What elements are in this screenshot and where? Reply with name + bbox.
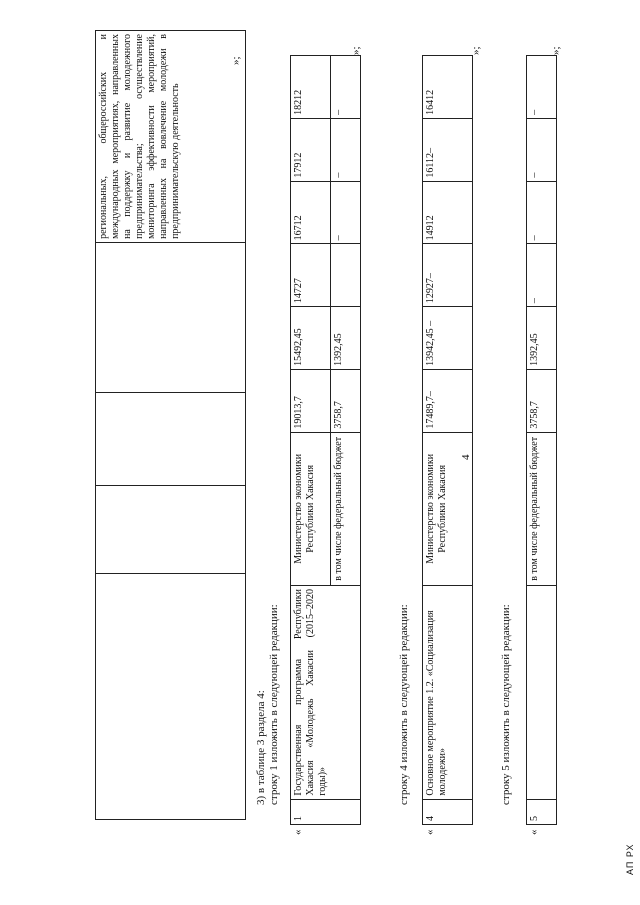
row1-value-2017: 14727	[291, 244, 331, 307]
footer-mark: АП РХ	[625, 843, 635, 875]
row1-name: Государственная программа Республики Хакасия «Молодежь Хакасии (2015–2020 годы)»	[291, 585, 361, 799]
row1-end-mark: »;	[350, 46, 362, 55]
row5-value-2017: –	[527, 244, 557, 307]
page-number: 4	[460, 454, 472, 460]
row1-value-2015: 19013,7	[291, 369, 331, 432]
row1-sub-2017	[331, 244, 361, 307]
row1-sub-label: в том числе федеральный бюджет	[331, 432, 361, 585]
row4-value-2015: 17489,7–	[423, 369, 473, 432]
row1-sub-2018: –	[331, 181, 361, 244]
row5-num: 5	[527, 799, 557, 824]
row5-table	[526, 55, 557, 825]
row4-value-2018: 14912	[423, 181, 473, 244]
row1-resp: Министерство экономики Республики Хакасия	[291, 432, 331, 585]
row1-value-2018: 16712	[291, 181, 331, 244]
row4-name: Основное мероприятие 1.2. «Социализация молодежи»	[423, 585, 473, 799]
top-table-cell-empty-2	[96, 486, 246, 574]
row5-value-2018: –	[527, 181, 557, 244]
row5-instruction: строку 5 изложить в следующей редакции:	[500, 604, 512, 805]
top-table-end-mark: »;	[230, 56, 242, 65]
row4-value-2017: 12927–	[423, 244, 473, 307]
row5-value-2020: –	[527, 56, 557, 119]
section-heading: 3) в таблице 3 раздела 4:	[255, 690, 267, 805]
row1-value-2020: 18212	[291, 56, 331, 119]
row1-instruction: строку 1 изложить в следующей редакции:	[268, 604, 280, 805]
row5-value-2019: –	[527, 118, 557, 181]
row4-end-mark: »;	[470, 46, 482, 55]
row1-num: 1	[291, 799, 361, 824]
row4-num: 4	[423, 799, 473, 824]
row4-value-2019: 16112–	[423, 118, 473, 181]
row1-sub-2020: –	[331, 56, 361, 119]
row1-table	[290, 55, 361, 825]
top-table-cell-empty-4	[96, 242, 246, 392]
top-table-text-cell: региональных, общероссийских и международных мероприятиях, направленных на поддержку и развитие молодежного предпринимательства; осуществление мониторинга эффективности мероприятий, направленных на вовлечение молодежи в предпринимательскую деятельность	[96, 31, 246, 243]
row4-table	[422, 55, 473, 825]
row5-value-2016: 1392,45	[527, 307, 557, 370]
top-table	[95, 30, 246, 820]
row5-open-quote: «	[528, 829, 540, 835]
top-table-cell-empty-1	[96, 574, 246, 820]
row1-open-quote: «	[292, 829, 304, 835]
row4-open-quote: «	[424, 829, 436, 835]
row5-empty	[527, 585, 557, 799]
row5-value-2015: 3758,7	[527, 369, 557, 432]
row1-sub-2015: 3758,7	[331, 369, 361, 432]
row1-sub-2019: –	[331, 118, 361, 181]
row4-instruction: строку 4 изложить в следующей редакции:	[398, 604, 410, 805]
row4-resp: Министерство экономики Республики Хакасия	[423, 432, 473, 585]
row5-label: в том числе федеральный бюджет	[527, 432, 557, 585]
top-table-cell-empty-3	[96, 393, 246, 486]
row5-end-mark: »;	[550, 46, 562, 55]
row4-value-2016: 13942,45 –	[423, 307, 473, 370]
row1-sub-2016: 1392,45	[331, 307, 361, 370]
row1-value-2019: 17912	[291, 118, 331, 181]
row4-value-2020: 16412	[423, 56, 473, 119]
row1-value-2016: 15492,45	[291, 307, 331, 370]
